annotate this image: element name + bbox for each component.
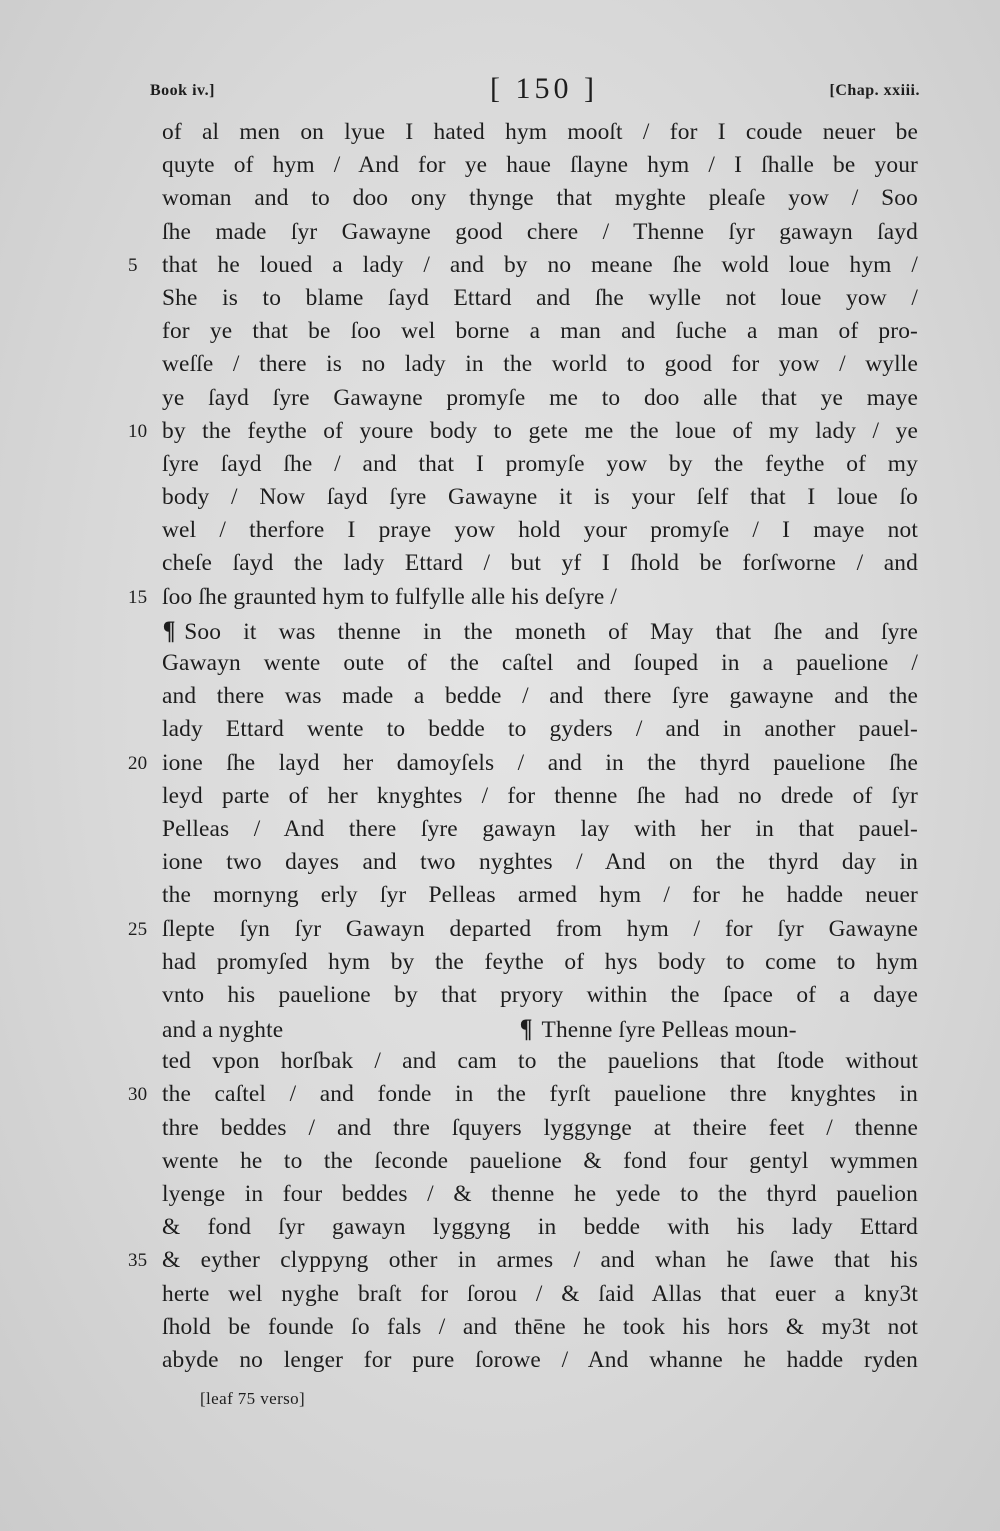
line-text: by the feythe of youre body to gete me the loue of my lady / ye xyxy=(162,417,918,444)
line-text: leyd parte of her knyghtes / for thenne ſhe had no drede of ſyr xyxy=(162,782,918,809)
text-line xyxy=(162,547,918,580)
line-number: 15 xyxy=(128,586,148,608)
line-text: herte wel nyghe braſt for ſorou / & ſaid Allas that euer a kny3t xyxy=(162,1280,918,1307)
text-line xyxy=(128,581,918,614)
line-text: ye ſayd ſyre Gawayne promyſe me to doo alle that ye maye xyxy=(162,384,918,411)
text-line xyxy=(162,1145,918,1178)
line-text: Pelleas / And there ſyre gawayn lay with her in that pauel- xyxy=(162,815,918,842)
line-text: weſſe / there is no lady in the world to good for yow / wylle xyxy=(162,351,918,378)
line-text: ted vpon horſbak / and cam to the pauelions that ſtode without xyxy=(162,1048,918,1075)
line-text: Soo it was thenne in the moneth of May that ſhe and ſyre xyxy=(184,618,918,645)
line-text: ſyre ſayd ſhe / and that I promyſe yow by the feythe of my xyxy=(162,450,918,477)
line-text: lyenge in four beddes / & thenne he yede to the thyrd pauelion xyxy=(162,1181,918,1207)
text-line xyxy=(162,382,918,415)
text-line xyxy=(162,1112,918,1145)
page-number: [ 150 ] xyxy=(490,72,598,105)
line-text: Gawayn wente oute of the caſtel and ſouped in a pauelione / xyxy=(162,650,918,676)
text-line xyxy=(162,680,918,713)
text-line xyxy=(162,614,918,647)
text-line xyxy=(162,879,918,912)
text-line xyxy=(162,116,918,149)
line-text: ſhe made ſyr Gawayne good chere / Thenne ſyr gawayn ſayd xyxy=(162,218,918,245)
line-text: woman and to doo ony thynge that myghte pleaſe yow / Soo xyxy=(162,185,918,212)
line-text: wel / therfore I praye yow hold your promyſe / I maye not xyxy=(162,517,918,544)
line-number: 30 xyxy=(128,1084,148,1106)
line-text: cheſe ſayd the lady Ettard / but yf I ſhold be forſworne / and xyxy=(162,550,918,577)
text-line xyxy=(162,1178,918,1211)
text-line xyxy=(162,647,918,680)
line-text: and there was made a bedde / and there ſyre gawayne and the xyxy=(162,683,918,710)
text-line xyxy=(128,747,918,780)
line-text: vnto his pauelione by that pryory within the ſpace of a daye xyxy=(162,981,918,1008)
line-text: of al men on lyue I hated hym mooſt / for I coude neuer be xyxy=(162,119,918,145)
text-line xyxy=(162,1211,918,1244)
line-number: 10 xyxy=(128,420,148,442)
line-text: and a nyghte xyxy=(162,1017,284,1044)
text-line xyxy=(162,946,918,979)
paragraph-mark-icon: ¶ xyxy=(162,615,176,645)
text-line xyxy=(162,713,918,746)
text-line xyxy=(162,1012,918,1045)
line-number: 25 xyxy=(128,918,148,940)
text-line xyxy=(162,182,918,215)
chapter-number: [Chap. xxiii. xyxy=(829,82,920,99)
line-text: ſoo ſhe graunted hym to fulfylle alle his deſyre / xyxy=(162,583,618,610)
text-line xyxy=(162,315,918,348)
text-line xyxy=(162,149,918,182)
leaf-note: [leaf 75 verso] xyxy=(200,1389,306,1408)
line-text: lady Ettard wente to bedde to gyders / and in another pauel- xyxy=(162,716,918,743)
line-text: wente he to the ſeconde pauelione & fond four gentyl wymmen xyxy=(162,1147,918,1174)
line-text: thre beddes / and thre ſquyers lyggynge at theire feet / thenne xyxy=(162,1114,918,1141)
text-line xyxy=(128,415,918,448)
line-number: 35 xyxy=(128,1250,148,1272)
line-text: quyte of hym / And for ye haue ſlayne hym / I ſhalle be your xyxy=(162,152,918,179)
text-line xyxy=(128,249,918,282)
text-line xyxy=(162,780,918,813)
line-text: Thenne ſyre Pelleas moun- xyxy=(541,1017,797,1044)
running-header xyxy=(150,68,920,108)
text-line xyxy=(128,1078,918,1111)
text-line xyxy=(162,481,918,514)
text-line xyxy=(162,1311,918,1344)
paragraph-mark-icon: ¶ xyxy=(520,1014,533,1044)
line-text: had promyſed hym by the feythe of hys body to come to hym xyxy=(162,948,918,975)
text-line xyxy=(128,913,918,946)
line-text: the mornyng erly ſyr Pelleas armed hym / for he hadde neuer xyxy=(162,882,918,909)
text-line xyxy=(162,813,918,846)
line-number: 20 xyxy=(128,752,148,774)
line-number: 5 xyxy=(128,254,138,276)
line-text: for ye that be ſoo wel borne a man and ſuche a man of pro- xyxy=(162,318,918,345)
line-text: abyde no lenger for pure ſorowe / And whanne he hadde ryden xyxy=(162,1346,918,1373)
text-line xyxy=(162,846,918,879)
text-line xyxy=(162,1278,918,1311)
text-line xyxy=(162,1344,918,1377)
text-line xyxy=(128,1244,918,1277)
line-text: body / Now ſayd ſyre Gawayne it is your ſelf that I loue ſo xyxy=(162,484,918,511)
text-line xyxy=(162,1045,918,1078)
line-text: ione ſhe layd her damoyſels / and in the thyrd pauelione ſhe xyxy=(162,749,918,776)
book-number: Book iv.] xyxy=(150,82,215,99)
line-text: ſlepte ſyn ſyr Gawayn departed from hym / for ſyr Gawayne xyxy=(162,915,918,942)
line-text: She is to blame ſayd Ettard and ſhe wylle not loue yow / xyxy=(162,284,918,311)
text-line xyxy=(162,979,918,1012)
line-text: that he loued a lady / and by no meane ſhe wold loue hym / xyxy=(162,251,918,278)
line-text: & fond ſyr gawayn lyggyng in bedde with his lady Ettard xyxy=(162,1214,918,1241)
line-text: & eyther clyppyng other in armes / and whan he ſawe that his xyxy=(162,1247,918,1274)
text-line xyxy=(162,448,918,481)
text-line xyxy=(162,282,918,315)
text-line xyxy=(162,514,918,547)
line-text: the caſtel / and fonde in the fyrſt pauelione thre knyghtes in xyxy=(162,1081,918,1108)
text-line xyxy=(162,216,918,249)
line-text: ione two dayes and two nyghtes / And on the thyrd day in xyxy=(162,849,918,876)
line-text: ſhold be founde ſo fals / and thēne he took his hors & my3t not xyxy=(162,1313,918,1340)
body-text xyxy=(128,116,918,1377)
text-line xyxy=(162,348,918,381)
